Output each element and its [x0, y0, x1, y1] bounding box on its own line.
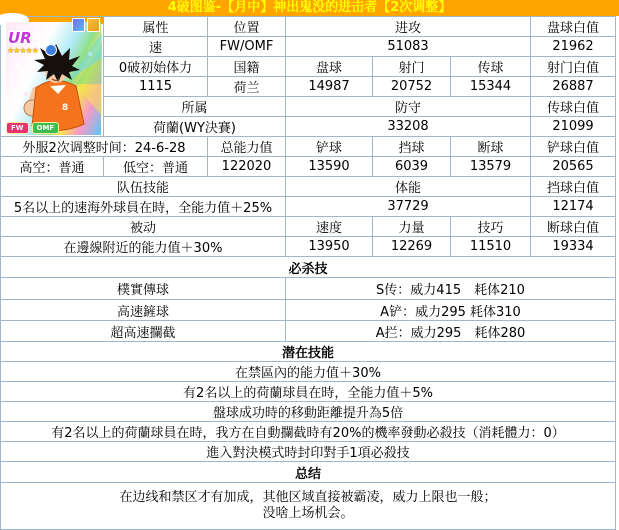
- position-value: FW/OMF: [208, 37, 286, 57]
- dribble-white-label: 盘球白值: [531, 17, 616, 37]
- defense-label: 防守: [286, 97, 531, 117]
- pass-white-value: 21099: [531, 117, 616, 137]
- page-title: 4破图鉴-【月中】神出鬼没的进击者【2次调整】: [167, 0, 452, 15]
- special-skill-detail: S传：威力415 耗体210: [286, 278, 616, 300]
- special-skill-name: 樸實傳球: [1, 278, 286, 300]
- intercept-white-label: 断球白值: [531, 217, 616, 237]
- special-skill-detail: A铲：威力295 耗体310: [286, 300, 616, 321]
- potential-skill-row: 有2名以上的荷蘭球員在時，全能力值＋5%: [1, 382, 616, 402]
- power-label: 力量: [373, 217, 451, 237]
- defense-value: 33208: [286, 117, 531, 137]
- summary-text: [1, 483, 616, 530]
- intercept-label: 断球: [451, 137, 531, 157]
- special-skill-name: 超高速攔截: [1, 321, 286, 342]
- team-skill-value: 5名以上的速海外球員在時，全能力值＋25%: [1, 197, 286, 217]
- block-value: 6039: [373, 157, 451, 177]
- pass-value: 15344: [451, 77, 531, 97]
- total-power-label: 总能力值: [208, 137, 286, 157]
- speed-label: 速度: [286, 217, 373, 237]
- intercept-value: 13579: [451, 157, 531, 177]
- stat-table: [0, 16, 616, 530]
- block-white-value: 12174: [531, 197, 616, 217]
- potential-skill-row: 在禁區內的能力值＋30%: [1, 362, 616, 382]
- title-bar: [0, 0, 619, 16]
- stamina-label: 体能: [286, 177, 531, 197]
- passive-label: 被动: [1, 217, 286, 237]
- shot-label: 射门: [373, 57, 451, 77]
- team-skill-label: 队伍技能: [1, 177, 286, 197]
- team-value: 荷蘭(WY決賽): [104, 117, 286, 137]
- nationality-label: 国籍: [208, 57, 286, 77]
- speed-value: 13950: [286, 237, 373, 257]
- tackle-white-value: 20565: [531, 157, 616, 177]
- attack-value: 51083: [286, 37, 531, 57]
- limit-break-icon: [45, 44, 57, 56]
- adjust-time-label: 外服2次调整时间：24-6-28: [1, 137, 208, 157]
- special-skills-header: 必杀技: [1, 257, 616, 278]
- star-rating: ★★★★★: [7, 46, 38, 55]
- character-card-cell: [1, 17, 104, 137]
- summary-line: 在边线和禁区才有加成，其他区域直接被霸凌，威力上限也一般；: [119, 490, 497, 505]
- block-white-label: 挡球白值: [531, 177, 616, 197]
- potential-skills-header: 潜在技能: [1, 342, 616, 362]
- attribute-value: 速: [104, 37, 208, 57]
- intercept-white-value: 19334: [531, 237, 616, 257]
- omf-badge: OMF: [32, 122, 60, 134]
- dribble-value: 14987: [286, 77, 373, 97]
- initial-stamina-label: 0破初始体力: [104, 57, 208, 77]
- attack-label: 进攻: [286, 17, 531, 37]
- power-value: 12269: [373, 237, 451, 257]
- tackle-label: 铲球: [286, 137, 373, 157]
- rarity-badge: UR: [8, 29, 32, 47]
- passive-value: 在邊線附近的能力值＋30%: [1, 237, 286, 257]
- initial-stamina-value: 1115: [104, 77, 208, 97]
- attribute-label: 属性: [104, 17, 208, 37]
- block-label: 挡球: [373, 137, 451, 157]
- stamina-value: 37729: [286, 197, 531, 217]
- technique-label: 技巧: [451, 217, 531, 237]
- tackle-value: 13590: [286, 157, 373, 177]
- dribble-white-value: 21962: [531, 37, 616, 57]
- pass-label: 传球: [451, 57, 531, 77]
- position-badges: [6, 122, 59, 134]
- special-skill-detail: A拦：威力295 耗体280: [286, 321, 616, 342]
- shot-value: 20752: [373, 77, 451, 97]
- low-ball-value: 低空：普通: [104, 157, 208, 177]
- potential-skill-row: 進入對決模式時封印對手1項必殺技: [1, 442, 616, 462]
- dribble-label: 盘球: [286, 57, 373, 77]
- nationality-value: 荷兰: [208, 77, 286, 97]
- tackle-white-label: 铲球白值: [531, 137, 616, 157]
- pass-white-label: 传球白值: [531, 97, 616, 117]
- summary-header: 总结: [1, 462, 616, 483]
- character-card-image: [1, 17, 103, 136]
- event-badge-icon: [72, 18, 85, 32]
- svg-text:8: 8: [62, 103, 69, 113]
- summary-line: 没啥上场机会。: [262, 506, 354, 521]
- potential-skill-row: 有2名以上的荷蘭球員在時，我方在自動攔截時有20%的機率發動必殺技（消耗體力：0）: [1, 422, 616, 442]
- shot-white-label: 射门白值: [531, 57, 616, 77]
- potential-skill-row: 盤球成功時的移動距離提升為5倍: [1, 402, 616, 422]
- special-skill-name: 高速鏟球: [1, 300, 286, 321]
- technique-value: 11510: [451, 237, 531, 257]
- position-label: 位置: [208, 17, 286, 37]
- shot-white-value: 26887: [531, 77, 616, 97]
- team-label: 所属: [104, 97, 286, 117]
- high-ball-value: 高空：普通: [1, 157, 104, 177]
- fw-badge: FW: [6, 122, 29, 134]
- total-power-value: 122020: [208, 157, 286, 177]
- medal-badge-icon: [87, 18, 100, 32]
